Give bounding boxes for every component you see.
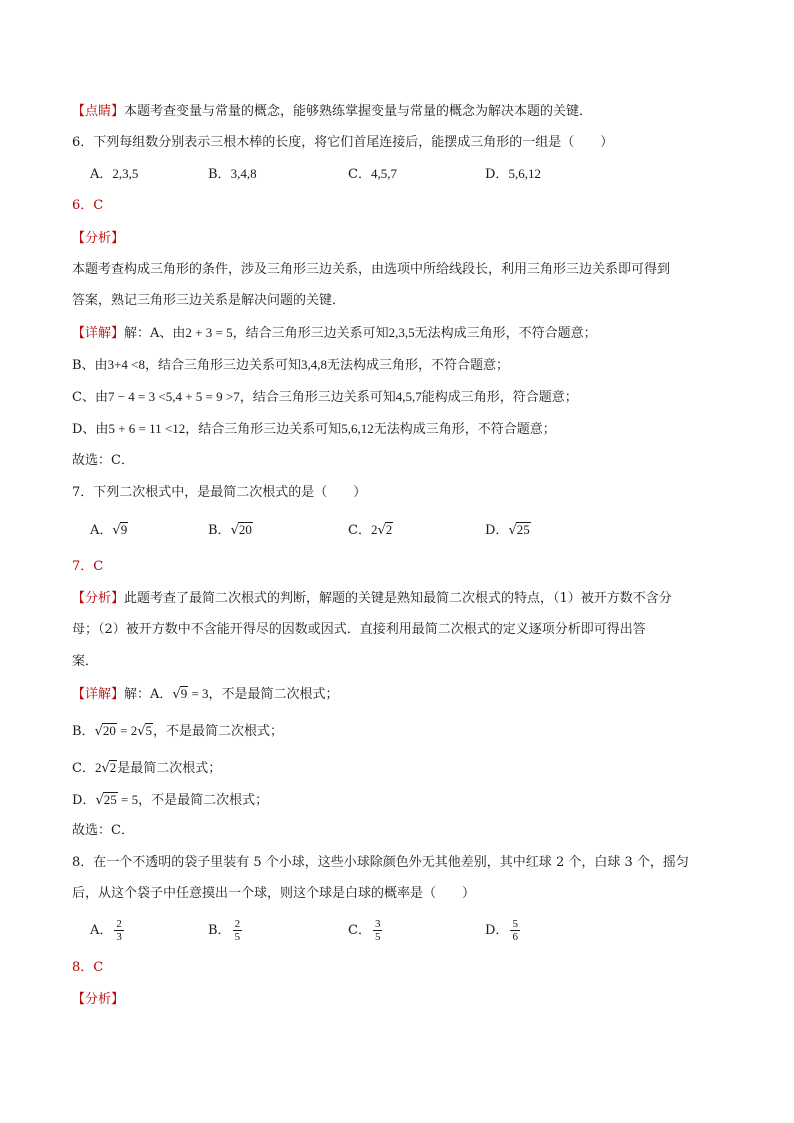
- q7-detail-d: D．√25 = 5，不是最简二次根式；: [72, 792, 269, 808]
- q7-detail-b: B．√20 = 2√5，不是最简二次根式；: [72, 723, 284, 739]
- q6-answer: 6．C: [72, 198, 104, 213]
- q7-analysis-line-1: 【分析】此题考查了最简二次根式的判断，解题的关键是熟知最简二次根式的特点，（1）被开方数不含分: [72, 591, 672, 606]
- q6-detail-b: B、由3+4 <8，结合三角形三边关系可知3,4,8无法构成三角形，不符合题意；: [72, 357, 510, 373]
- sqrt-icon: √: [230, 523, 239, 538]
- sqrt-icon: √: [137, 724, 146, 739]
- sqrt-icon: √: [508, 523, 517, 538]
- sqrt-icon: √: [112, 523, 121, 538]
- q7-detail-c: C．2√2是最简二次根式；: [72, 760, 222, 776]
- q7-analysis-line-3: 案．: [72, 654, 99, 669]
- fraction: $\frac{3}{5}$: [374, 918, 381, 943]
- q7-detail-a: 【详解】解：A．√9 = 3，不是最简二次根式；: [72, 686, 339, 702]
- q7-option-c: C．2√2: [348, 522, 393, 538]
- q6-option-b: B．3,4,8: [208, 166, 257, 182]
- q7-stem: 7．下列二次根式中，是最简二次根式的是（ ）: [72, 485, 367, 500]
- q6-detail-a: 【详解】解：A、由2 + 3 = 5，结合三角形三边关系可知2,3,5无法构成三角形，不符合题意；: [72, 325, 597, 341]
- q8-answer: 8．C: [72, 960, 104, 975]
- q6-option-c: C．4,5,7: [348, 166, 397, 182]
- note-line: [72, 102, 592, 122]
- q6-option-d: D．5,6,12: [485, 166, 541, 182]
- q8-option-c: C． $\frac{3}{5}$: [348, 918, 381, 943]
- q7-option-b: B．√20: [208, 522, 252, 538]
- q8-option-b: B． $\frac{2}{5}$: [208, 918, 241, 943]
- q7-option-d: D．√25: [485, 522, 530, 538]
- q7-analysis-line-2: 母；（2）被开方数中不含能开得尽的因数或因式．直接利用最简二次根式的定义逐项分析即可得出答: [72, 622, 646, 637]
- sqrt-icon: √: [95, 793, 104, 808]
- q7-option-a: A．√9: [90, 522, 128, 538]
- q6-analysis-label: 【分析】: [72, 231, 125, 246]
- q7-answer: 7．C: [72, 559, 104, 574]
- fraction: $\frac{2}{5}$: [234, 918, 241, 943]
- q6-option-a: A．2,3,5: [90, 166, 139, 182]
- q8-analysis-label: 【分析】: [72, 992, 125, 1007]
- q8-stem-line-1: 8．在一个不透明的袋子里装有 5 个小球，这些小球除颜色外无其他差别，其中红球 2 个，白球 3 个，摇匀: [72, 855, 689, 870]
- q8-option-a: A． $\frac{2}{3}$: [90, 918, 122, 943]
- q6-stem: 6．下列每组数分别表示三根木棒的长度，将它们首尾连接后，能摆成三角形的一组是（ ）: [72, 135, 614, 150]
- sqrt-icon: √: [377, 523, 386, 538]
- q6-conclusion: 故选：C．: [72, 453, 134, 468]
- sqrt-icon: √: [94, 724, 103, 739]
- note-text: 本题考查变量与常量的概念，能够熟练掌握变量与常量的概念为解决本题的关键．: [124, 104, 593, 119]
- fraction: $\frac{5}{6}$: [512, 918, 518, 943]
- q6-analysis-line-1: 本题考查构成三角形的条件，涉及三角形三边关系，由选项中所给线段长，利用三角形三边关系即可得到: [72, 262, 671, 277]
- q6-detail-c: C、由7 − 4 = 3 <5,4 + 5 = 9 >7，结合三角形三边关系可知4,5,7能构成三角形，符合题意；: [72, 389, 578, 405]
- note-label: 【点睛】: [72, 104, 125, 119]
- q8-option-d: D． $\frac{5}{6}$: [485, 918, 518, 943]
- fraction: $\frac{2}{3}$: [116, 918, 122, 943]
- q6-analysis-line-2: 答案，熟记三角形三边关系是解决问题的关键．: [72, 293, 346, 308]
- q8-stem-line-2: 后，从这个袋子中任意摸出一个球，则这个球是白球的概率是（ ）: [72, 886, 476, 901]
- q7-conclusion: 故选：C．: [72, 823, 134, 838]
- sqrt-icon: √: [172, 687, 181, 702]
- sqrt-icon: √: [101, 761, 110, 776]
- q6-detail-d: D、由5 + 6 = 11 <12，结合三角形三边关系可知5,6,12无法构成三角形，不符合题意；: [72, 421, 556, 437]
